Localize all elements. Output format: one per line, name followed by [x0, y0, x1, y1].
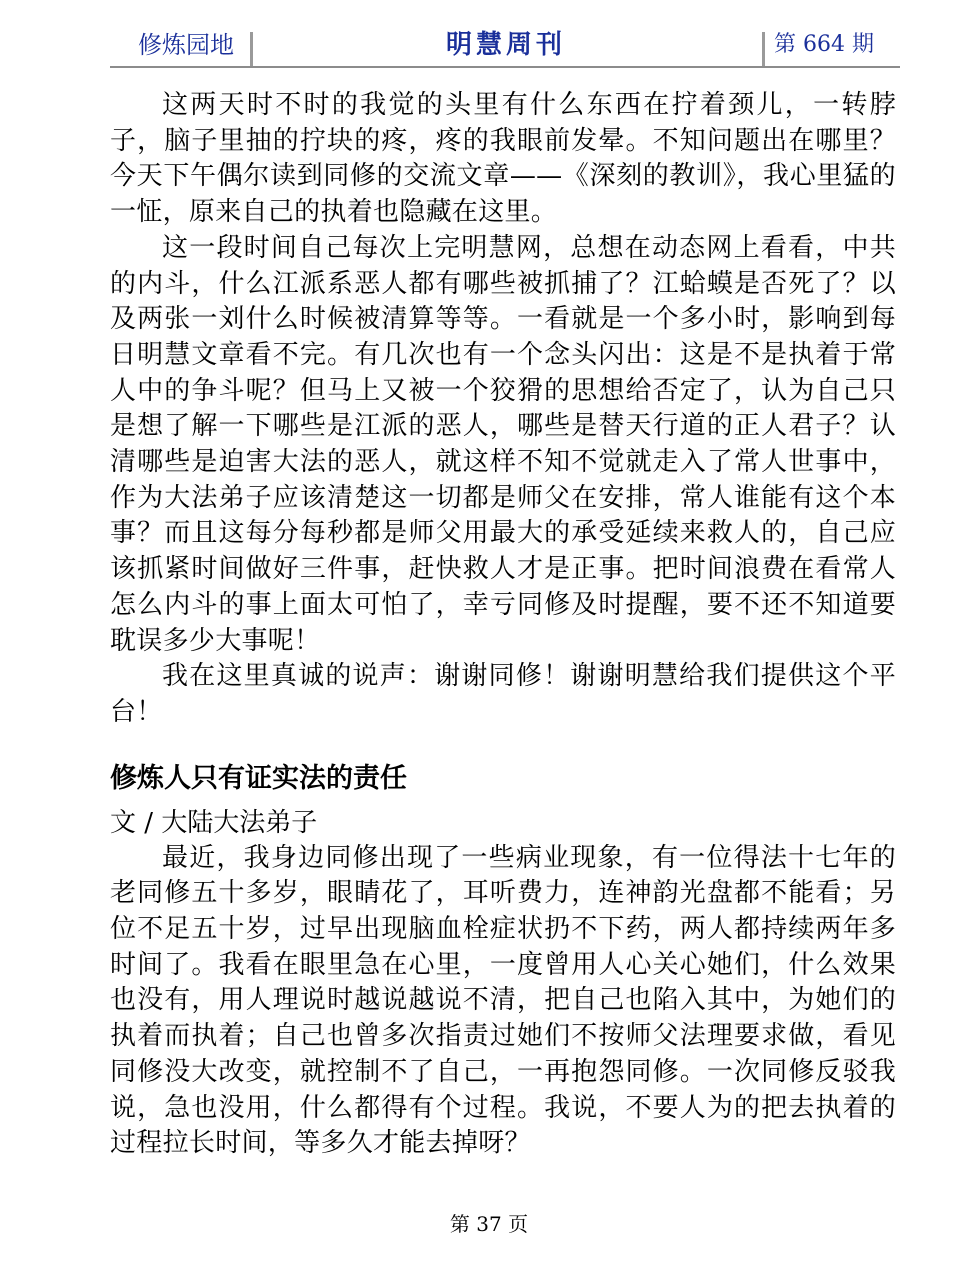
publication-title: 明慧周刊 [445, 29, 566, 60]
page-number: 第 37 页 [449, 1212, 529, 1236]
article-byline: 文 / 大陆大法弟子 [110, 807, 318, 838]
body-paragraph: 这一段时间自己每次上完明慧网，总想在动态网上看看，中共的内斗，什么江派系恶人都有哪些被抓捕了？江蛤蟆是否死了？以及两张一刘什么时候被清算等等。一看就是一个多小时，影响到每日明慧文章看不完。有几次也有一个念头闪出：这是不是执着于常人中的争斗呢？但马上又被一个狡猾的思想给否定了，认为自己只是想了解一下哪些是江派的恶人，哪些是替天行道的正人君子？认清哪些是迫害大法的恶人，就这样不知不觉就走入了常人世事中，作为大法弟子应该清楚这一切都是师父在安排，常人谁能有这个本事？而且这每分每秒都是师父用最大的承受延续来救人的，自己应该抓紧时间做好三件事，赶快救人才是正事。把时间浪费在看常人怎么内斗的事上面太可怕了，幸亏同修及时提醒，要不还不知道要耽误多少大事呢！ [110, 232, 896, 656]
body-paragraph: 这两天时不时的我觉的头里有什么东西在拧着颈儿，一转脖子，脑子里抽的拧块的疼，疼的我眼前发晕。不知问题出在哪里？今天下午偶尔读到同修的交流文章——《深刻的教训》，我心里猛的一怔，原来自己的执着也隐藏在这里。 [110, 90, 896, 228]
article-paragraph: 最近，我身边同修出现了一些病业现象，有一位得法十七年的老同修五十多岁，眼睛花了，耳听费力，连神韵光盘都不能看；另位不足五十岁，过早出现脑血栓症状扔不下药，两人都持续两年多时间了。我看在眼里急在心里，一度曾用人心关心她们，什么效果也没有，用人理说时越说越说不清，把自己也陷入其中，为她们的执着而执着；自己也曾多次指责过她们不按师父法理要求做，看见同修没大改变，就控制不了自己，一再抱怨同修。一次同修反驳我说，急也没用，什么都得有个过程。我说，不要人为的把去执着的过程拉长时间，等多久才能去掉呀？ [110, 842, 896, 1159]
page-content [110, 88, 896, 1162]
page-header [110, 20, 900, 68]
issue-number: 第 664 期 [774, 31, 874, 57]
body-paragraph: 我在这里真诚的说声：谢谢同修！谢谢明慧给我们提供这个平台！ [110, 661, 896, 727]
header-rule [110, 66, 900, 68]
article-title: 修炼人只有证实法的责任 [110, 762, 407, 794]
section-name: 修炼园地 [138, 30, 234, 59]
